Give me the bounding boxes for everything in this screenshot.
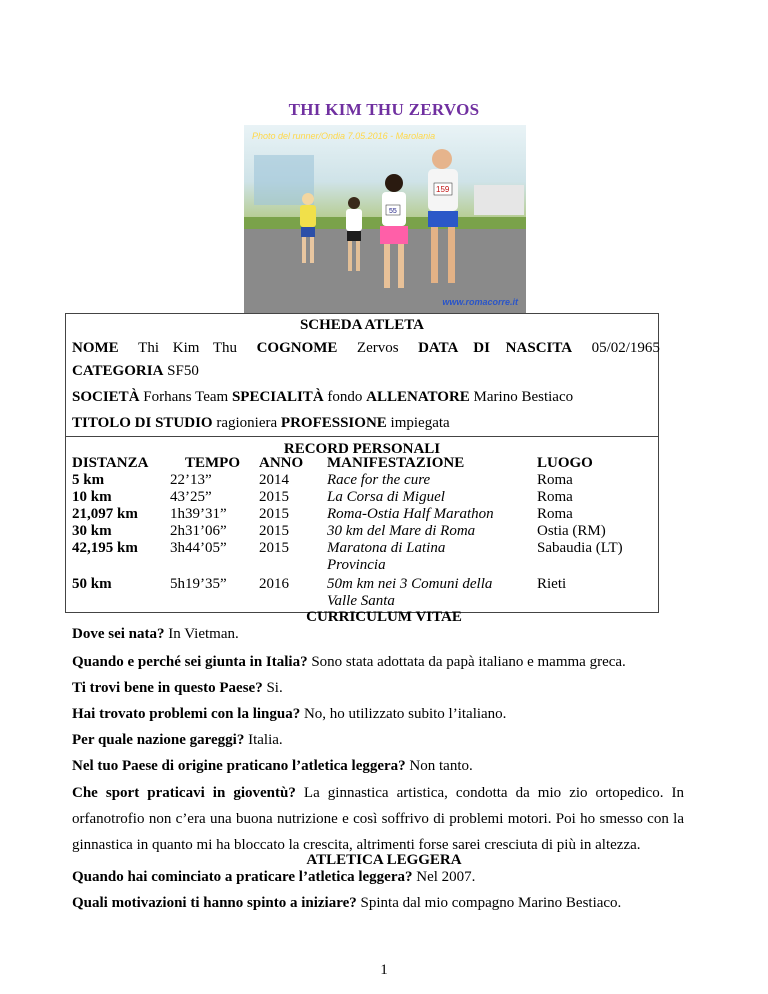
societa-value: Forhans Team [143,389,229,405]
societa-line [72,389,656,406]
question: Nel tuo Paese di origine praticano l’atletica leggera? [72,758,406,774]
row4-anno: 2015 [259,523,289,539]
answer: Italia. [248,732,283,748]
row1-tempo: 22’13” [170,472,212,488]
row5-tempo: 3h44’05” [170,540,227,556]
answer: Spinta dal mio compagno Marino Bestiaco. [360,895,622,911]
societa-label: SOCIETÀ [72,389,140,405]
question: Dove sei nata? [72,626,165,642]
question: Hai trovato problemi con la lingua? [72,706,301,722]
row2-manifestazione: La Corsa di Miguel [327,489,445,505]
svg-text:55: 55 [389,208,397,215]
header-tempo: TEMPO [185,455,240,471]
row2-distanza: 10 km [72,489,112,505]
row2-luogo: Roma [537,489,573,505]
qa-item [72,677,692,700]
row6-manifestazione-1: 50m km nei 3 Comuni della [327,576,493,592]
row3-luogo: Roma [537,506,573,522]
photo-watermark-top: Photo del runner/Ondia 7.05.2016 - Marolania [252,131,436,141]
svg-text:159: 159 [436,185,450,194]
nascita-value: 05/02/1965 [591,340,660,356]
answer: Si. [266,680,283,696]
cognome-value: Zervos [356,340,399,356]
row2-tempo: 43’25” [170,489,212,505]
qa-item [72,651,692,674]
question: Per quale nazione gareggi? [72,732,245,748]
professione-value: impiegata [390,415,450,431]
row3-tempo: 1h39’31” [170,506,227,522]
row5-anno: 2015 [259,540,289,556]
titolo-value: ragioniera [216,415,278,431]
row4-luogo: Ostia (RM) [537,523,606,539]
qa-item [72,623,692,646]
row1-anno: 2014 [259,472,289,488]
allenatore-label: ALLENATORE [366,389,470,405]
row3-manifestazione: Roma-Ostia Half Marathon [327,506,494,522]
sport-paragraph [72,780,684,858]
answer: Sono stata adottata da papà italiano e mamma greca. [311,654,626,670]
card-title: SCHEDA ATLETA [299,317,425,333]
athlete-photo [244,125,526,313]
qa-item [72,729,692,752]
header-luogo: LUOGO [537,455,593,471]
row5-manifestazione-1: Maratona di Latina [327,540,446,556]
professione-label: PROFESSIONE [280,415,387,431]
specialita-value: fondo [327,389,363,405]
header-anno: ANNO [259,455,304,471]
row3-anno: 2015 [259,506,289,522]
page-title: THI KIM THU ZERVOS [288,100,480,119]
categoria-label: CATEGORIA [72,363,164,379]
categoria-line [72,363,656,380]
row1-distanza: 5 km [72,472,105,488]
page-number: 1 [380,962,388,978]
row6-manifestazione-2: Valle Santa [327,593,395,609]
question: Quali motivazioni ti hanno spinto a iniziare? [72,895,357,911]
answer: In Vietman. [168,626,239,642]
row5-distanza: 42,195 km [72,540,138,556]
records-title: RECORD PERSONALI [283,441,441,457]
question: Quando hai cominciato a praticare l’atletica leggera? [72,869,413,885]
qa-item [72,755,692,778]
atletica-title: ATLETICA LEGGERA [306,852,462,868]
answer: Nel 2007. [416,869,476,885]
header-distanza: DISTANZA [72,455,149,471]
titolo-label: TITOLO DI STUDIO [72,415,213,431]
photo-watermark-bottom: www.romacorre.it [442,297,518,307]
row5-manifestazione-2: Provincia [327,557,386,573]
question: Quando e perché sei giunta in Italia? [72,654,308,670]
runners-illustration [244,125,526,313]
allenatore-value: Marino Bestiaco [473,389,574,405]
answer: La ginnastica artistica, condotta da mio zio ortopedico. In orfanotrofio non c’era una buona nutrizione e così soffrivo di problemi motori. Poi ho smesso con la ginnastica in quanto mi ha bloccato la crescita, altrimenti forse sarei cresciuta di più in altezza. [72,785,684,853]
studio-line [72,415,656,432]
header-manifestazione: MANIFESTAZIONE [327,455,465,471]
row4-distanza: 30 km [72,523,112,539]
answer: No, ho utilizzato subito l’italiano. [303,706,507,722]
qa-item [72,892,692,915]
row4-manifestazione: 30 km del Mare di Roma [327,523,476,539]
cognome-label: COGNOME [256,340,338,356]
row6-luogo: Rieti [537,576,567,592]
specialita-label: SPECIALITÀ [231,389,324,405]
qa-item [72,866,692,889]
categoria-value: SF50 [167,363,199,379]
row6-distanza: 50 km [72,576,112,592]
qa-item [72,703,692,726]
nascita-label: DATA DI NASCITA [418,340,573,356]
question: Che sport praticavi in gioventù? [72,785,296,801]
cv-title: CURRICULUM VITAE [306,609,462,625]
row5-luogo: Sabaudia (LT) [537,540,623,556]
question: Ti trovi bene in questo Paese? [72,680,263,696]
row1-luogo: Roma [537,472,573,488]
row1-manifestazione: Race for the cure [327,472,431,488]
row2-anno: 2015 [259,489,289,505]
row3-distanza: 21,097 km [72,506,138,522]
nome-value: Thi Kim Thu [138,340,238,356]
row6-anno: 2016 [259,576,289,592]
answer: Non tanto. [409,758,473,774]
card-divider [66,436,658,437]
nome-label: NOME [72,340,119,356]
row4-tempo: 2h31’06” [170,523,227,539]
identity-line [72,340,660,357]
row6-tempo: 5h19’35” [170,576,227,592]
